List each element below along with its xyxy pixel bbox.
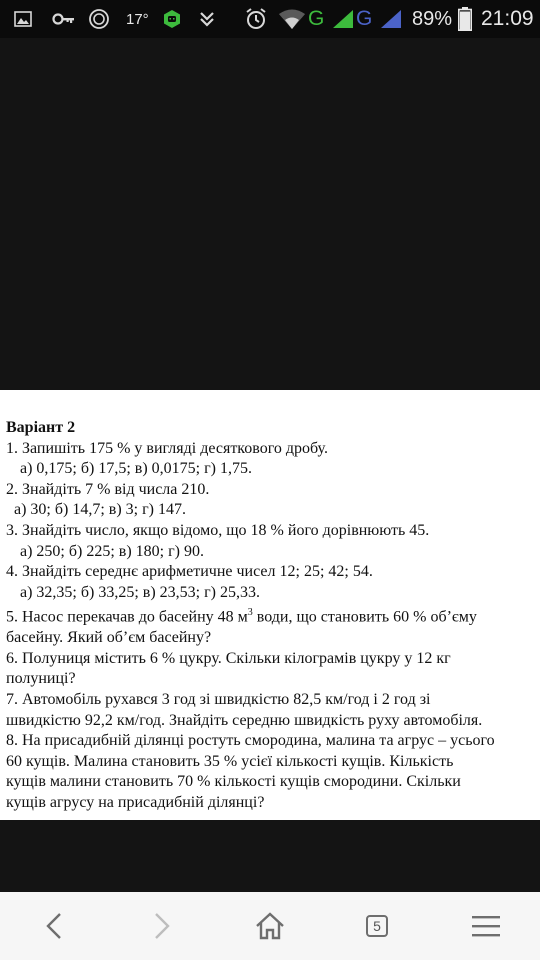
question-line: кущів малини становить 70 % кількості кущів смородини. Скільки — [6, 773, 461, 791]
signal-icon — [331, 0, 355, 38]
dark-viewer-background — [0, 38, 540, 390]
question-line: 8. На присадибній ділянці ростуть смородина, малина та агрус – усього — [6, 732, 495, 750]
question-text: води, що становить 60 % об’єму — [252, 608, 477, 626]
menu-button[interactable] — [458, 904, 514, 948]
answer-options: а) 32,35; б) 33,25; в) 23,53; г) 25,33. — [20, 583, 261, 601]
answer-options: а) 30; б) 14,7; в) 3; г) 147. — [14, 501, 187, 519]
question-line: 7. Автомобіль рухався 3 год зі швидкістю 82,5 км/год і 2 год зі — [6, 691, 431, 709]
android-icon — [162, 0, 182, 38]
tabs-button[interactable] — [349, 904, 405, 948]
question-line: басейну. Який об’єм басейну? — [6, 629, 212, 647]
question-line: полуниці? — [6, 670, 76, 688]
battery-icon — [458, 0, 472, 38]
network-type-1: G — [308, 7, 325, 30]
alarm-icon — [244, 0, 268, 38]
question-line — [6, 603, 540, 628]
question-line: 1. Запишіть 175 % у вигляді десяткового дробу. — [6, 439, 328, 457]
question-line: 4. Знайдіть середнє арифметичне чисел 12; 25; 42; 54. — [6, 563, 373, 581]
temperature-label: 17° — [126, 10, 149, 28]
browser-nav-bar — [0, 892, 540, 960]
shield-icon — [89, 0, 109, 38]
question-line: 2. Знайдіть 7 % від числа 210. — [6, 480, 210, 498]
forward-icon — [152, 912, 172, 940]
home-icon — [255, 912, 285, 940]
question-line: швидкістю 92,2 км/год. Знайдіть середню швидкість руху автомобіля. — [6, 711, 483, 729]
document-page — [0, 390, 540, 820]
menu-icon — [472, 915, 500, 937]
dark-viewer-background — [0, 820, 540, 892]
document-text — [6, 418, 540, 814]
battery-percent: 89% — [412, 7, 453, 30]
wifi-icon — [278, 0, 306, 38]
variant-title: Варіант 2 — [6, 419, 76, 436]
question-line: 60 кущів. Малина становить 35 % усієї кількості кущів. Кількість — [6, 752, 454, 770]
question-line: 6. Полуниця містить 6 % цукру. Скільки кілограмів цукру у 12 кг — [6, 649, 451, 667]
status-bar — [0, 0, 540, 38]
back-icon — [44, 912, 64, 940]
superscript: 3 — [247, 607, 253, 619]
question-line: кущів агрусу на присадибній ділянці? — [6, 794, 265, 812]
answer-options: а) 250; б) 225; в) 180; г) 90. — [20, 542, 205, 560]
home-button[interactable] — [242, 904, 298, 948]
network-type-2: G — [356, 7, 373, 30]
answer-options: а) 0,175; б) 17,5; в) 0,0175; г) 1,75. — [20, 460, 253, 478]
question-line: 3. Знайдіть число, якщо відомо, що 18 % його дорівнюють 45. — [6, 521, 430, 539]
clock: 21:09 — [481, 7, 534, 30]
download-icon — [199, 0, 215, 38]
question-text: 5. Насос перекачав до басейну 48 м — [6, 608, 248, 626]
key-icon — [52, 0, 76, 38]
forward-button[interactable] — [134, 904, 190, 948]
tabs-icon: 5 — [366, 915, 388, 937]
image-icon — [14, 0, 32, 38]
back-button[interactable] — [26, 904, 82, 948]
signal-icon — [379, 0, 403, 38]
